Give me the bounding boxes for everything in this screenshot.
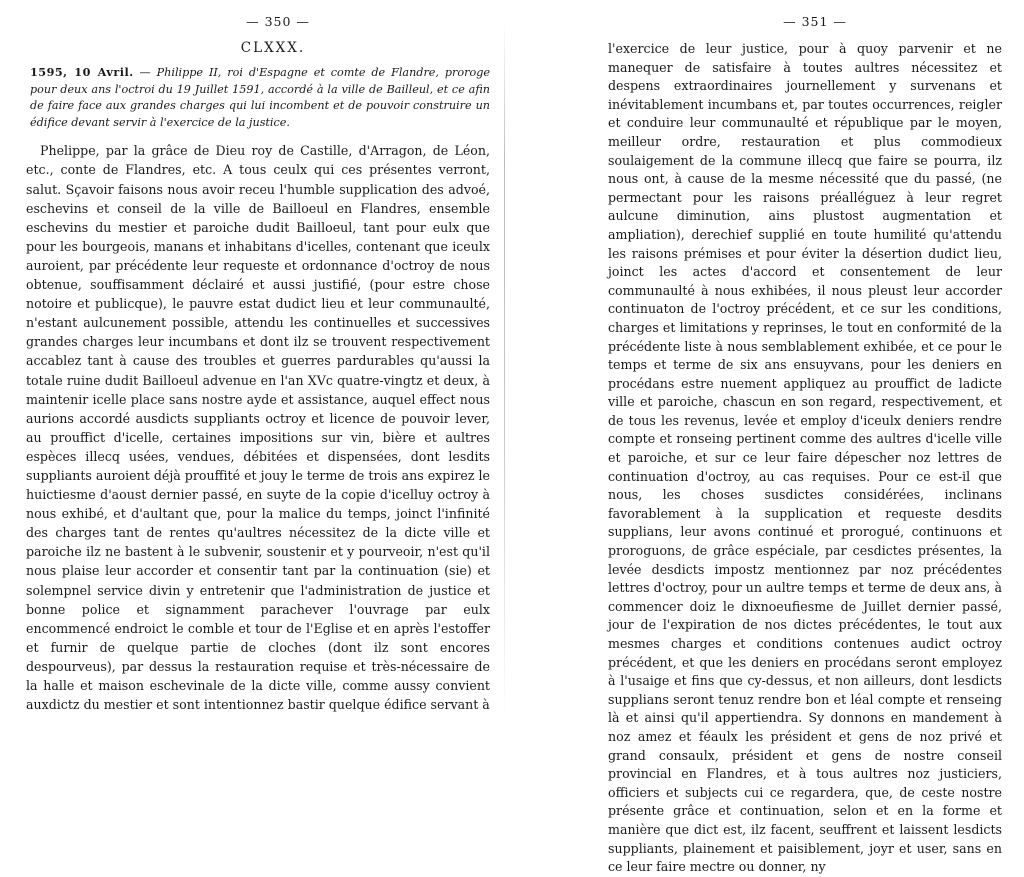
document-title: CLXXX. [240, 40, 306, 56]
left-page [0, 0, 500, 727]
summary-date: 1595, 10 Avril. [30, 65, 134, 79]
right-body-text: l'exercice de leur justice, pour à quoy parvenir et ne manequer de satisfaire à toutes aultres nécessitez et despens extraordinaires journellement y survenans et inévitablement incumbans et, par toutes occurrences, reigler et conduire leur communaulté et république par le moyen, meilleur ordre, restauration et plus commodieux soulaigement de la commune illecq que faire se pourra, ilz nous ont, à cause de la mesme nécessité que du passé, (ne permectant pour les raisons préalléguez à leur regret aulcune diminution, ains plustost augmentation et ampliation), derechief supplié en toute humilité qu'attendu les raisons prémises et pour éviter la désertion dudict lieu, joinct les actes d'accord et consentement de leur communaulté à nous exhibées, il nous pleust leur accorder continuaton de l'octroy précédent, et ce sur les conditions, charges et limitations y reprinses, le tout en conformité de la précédente liste à nous semblablement exhibée, et ce pour le temps et terme de six ans ensuyvans, pour les deniers en procédans estre nuement appliquez au prouffict de ladicte ville et paroiche, chascun en son regard, respectivement, et de tous les revenus, levée et employ d'iceulx deniers rendre compte et ronseing pertinent comme des aultres d'icelle ville et paroiche, et sur ce leur faire dépescher noz lettres de continuation d'octroy, au cas requises. Pour ce est-il que nous, les choses susdictes considérées, inclinans favorablement à la supplication et requeste desdits supplians, leur avons continué et prorogué, continuons et proroguons, de grâce espéciale, par cesdictes présentes, la levée desdicts impostz mentionnez par noz précédentes lettres d'octroy, pour un aultre temps et terme de deux ans, à commencer doiz le dixnoeufiesme de Juillet dernier passé, jour de l'expiration de nos dictes précédentes, le tout aux mesmes charges et conditions contenues audict octroy précédent, et que les deniers en procédans seront employez à l'usaige et fins que cy-dessus, et non ailleurs, dont lesdicts supplians seront tenuz rendre bon et léal compte et renseing là et ainsi qu'il appertiendra. Sy donnons en mandement à noz amez et féaulx les président et gens de noz privé et grand consaulx, président et gens de nostre conseil provincial en Flandres, et à tous aultres noz justiciers, officiers et subjects cui ce regardera, que, de ceste nostre présente grâce et continuation, selon et en la forme et manière que dict est, ilz facent, seuffrent et laissent lesdicts suppliants, plainement et paisiblement, joyr et user, sans en ce leur faire mectre ou donner, ny [608, 41, 1002, 875]
right-page [512, 0, 1024, 875]
page-number-right: — 351 — [783, 14, 847, 29]
book-gutter [498, 20, 512, 720]
left-body-text: Phelippe, par la grâce de Dieu roy de Castille, d'Arragon, de Léon, etc., conte de Flandres, etc. A tous ceulx qui ces présentes verront, salut. Sçavoir faisons nous avoir receu l'humble supplication des advoé, eschevins et conseil de la ville de Bailloeul en Flandres, ensemble eschevins du mestier et paroiche dudit Bailloeul, tant pour eulx que pour les bourgeois, manans et inhabitans d'icelles, contenant que iceulx auroient, par précédente leur requeste et ordonnance d'octroy de nous obtenue, souffisamment déclairé et aussi justifié, (pour estre chose notoire et publicque), le pauvre estat dudict lieu et leur communaulté, n'estant aulcunement possible, attendu les continuelles et successives grandes charges leur incumbans et dont ilz se trouvent respectivement accablez tant à cause des troubles et guerres pardurables qu'aussi la totale ruine dudit Bailloeul advenue en l'an XVc quatre-vingtz et deux, à maintenir icelle place sans nostre ayde et assistance, auquel effect nous aurions accordé ausdicts suppliants octroy et licence de pouvoir lever, au prouffict d'icelle, certaines impositions sur vin, bière et aultres espèces illecq usées, vendues, débitées et dispensées, dont lesdits suppliants auroient déjà prouffité et jouy le terme de trois ans expirez le huictiesme d'aoust dernier passé, en suyte de la copie d'icelluy octroy à nous exhibé, et d'aultant que, pour la malice du temps, joinct l'infinité des charges tant de rentes qu'aultres nécessitez de la dicte ville et paroiche ilz ne bastent à le subvenir, soustenir et y pourveoir, n'est qu'il nous plaise leur accorder et consentir tant par la continuation (sie) et solempnel service divin y entretenir que l'administration de justice et bonne police et signamment parachever l'ouvrage par eulx encommencé endroict le comble et tour de l'Eglise et en après l'estoffer et furnir de quelque partie de cloches (dont ilz sont encores despourveus), par dessus la restauration requise et très-nécessaire de la halle et maison eschevinale de la dicte ville, comme aussy convient auxdictz du mestier et sont intentionnez bastir quelque édifice servant à [26, 143, 490, 713]
page-number-left: — 350 — [246, 14, 310, 29]
document-summary [26, 64, 490, 131]
gutter-line [504, 20, 505, 720]
summary-dash: — [133, 66, 157, 79]
summary-text: Philippe II, roi d'Espagne et comte de Flandre, proroge pour deux ans l'octroi du 19 Juillet 1591, accordé à la ville de Bailleul, et ce afin de faire face aux grandes charges qui lui incombent et de pouvoir construire un édifice devant servir à l'exercice de la justice. [30, 66, 490, 129]
